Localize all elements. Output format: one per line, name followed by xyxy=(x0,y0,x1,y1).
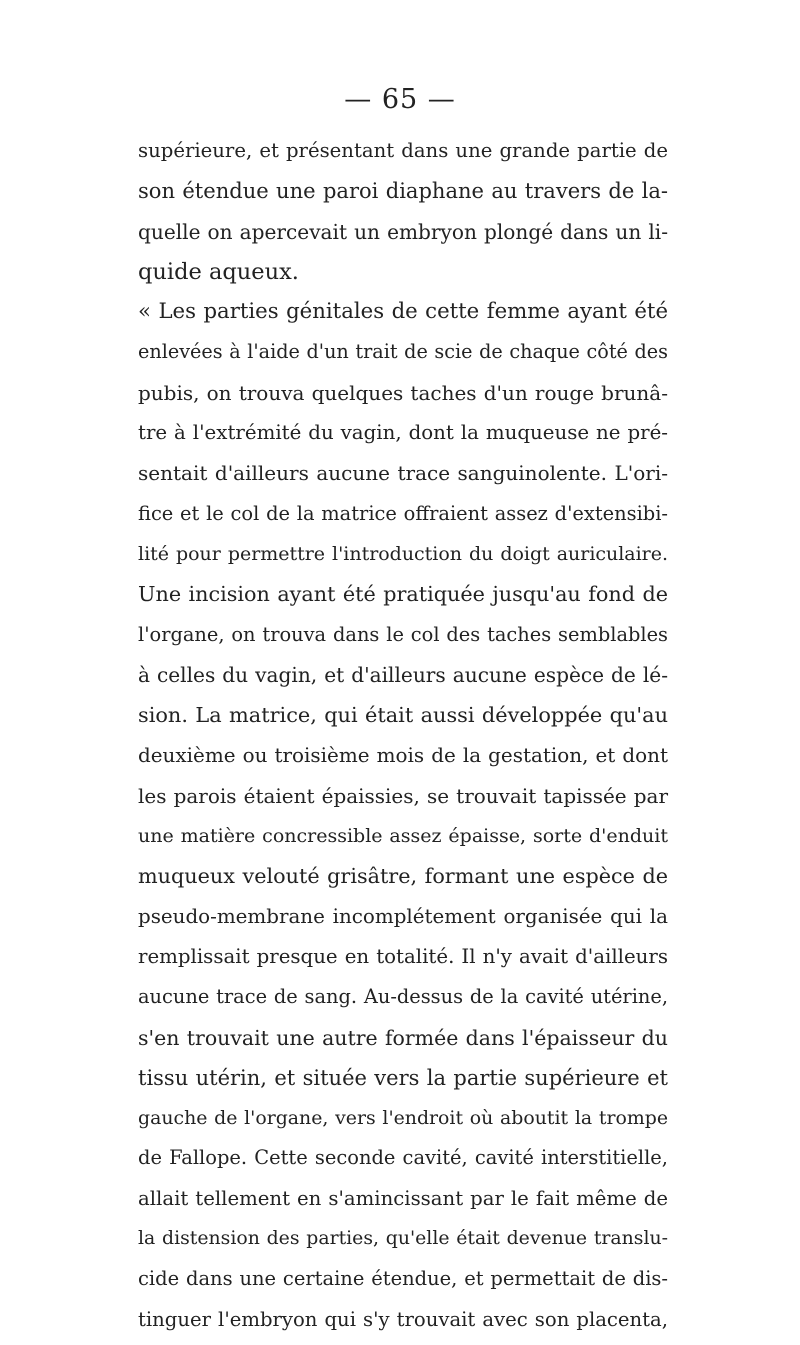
text-line: « Les parties génitales de cette femme ayant été xyxy=(138,299,668,325)
text-line: fice et le col de la matrice offraient assez d'extensibi- xyxy=(138,501,668,525)
text-line: sion. La matrice, qui était aussi développée qu'au xyxy=(138,703,668,728)
text-line: les parois étaient épaissies, se trouvait tapissée par xyxy=(138,783,668,808)
body-text xyxy=(138,131,668,1340)
text-line: tre à l'extrémité du vagin, dont la muqueuse ne pré- xyxy=(138,421,668,445)
text-line: remplissait presque en totalité. Il n'y avait d'ailleurs xyxy=(138,944,668,968)
text-line: tinguer l'embryon qui s'y trouvait avec son placenta, xyxy=(138,1307,668,1331)
text-line: la distension des parties, qu'elle était devenue translu- xyxy=(138,1228,668,1250)
text-line: pseudo-membrane incomplétement organisée qui la xyxy=(138,904,668,928)
text-line: à celles du vagin, et d'ailleurs aucune espèce de lé- xyxy=(138,662,668,687)
text-line: aucune trace de sang. Au-dessus de la cavité utérine, xyxy=(138,985,668,1009)
text-line: lité pour permettre l'introduction du doigt auriculaire. xyxy=(138,542,668,565)
text-line: enlevées à l'aide d'un trait de scie de chaque côté des xyxy=(138,340,668,364)
text-line: deuxième ou troisième mois de la gestation, et dont xyxy=(138,743,668,768)
text-line: sentait d'ailleurs aucune trace sanguinolente. L'ori- xyxy=(138,461,668,486)
text-line: muqueux velouté grisâtre, formant une espèce de xyxy=(138,864,668,889)
text-line: de Fallope. Cette seconde cavité, cavité interstitielle, xyxy=(138,1146,668,1170)
text-line: gauche de l'organe, vers l'endroit où aboutit la trompe xyxy=(138,1107,668,1130)
text-line: allait tellement en s'amincissant par le fait même de xyxy=(138,1186,668,1210)
text-line: Une incision ayant été pratiquée jusqu'au fond de xyxy=(138,582,668,607)
text-line: son étendue une paroi diaphane au travers de la- xyxy=(138,178,668,204)
page-number: — 65 — xyxy=(344,84,456,115)
text-line: l'organe, on trouva dans le col des taches semblables xyxy=(138,622,668,646)
text-line: quelle on apercevait un embryon plongé dans un li- xyxy=(138,219,668,244)
text-line: une matière concressible assez épaisse, sorte d'enduit xyxy=(138,825,668,848)
text-line: supérieure, et présentant dans une grande partie de xyxy=(138,139,668,162)
text-line: cide dans une certaine étendue, et permettait de dis- xyxy=(138,1267,668,1291)
text-line: tissu utérin, et située vers la partie supérieure et xyxy=(138,1065,668,1090)
text-line: pubis, on trouva quelques taches d'un rouge brunâ- xyxy=(138,380,668,405)
text-line: quide aqueux. xyxy=(138,258,299,285)
text-line: s'en trouvait une autre formée dans l'épaisseur du xyxy=(138,1025,668,1050)
